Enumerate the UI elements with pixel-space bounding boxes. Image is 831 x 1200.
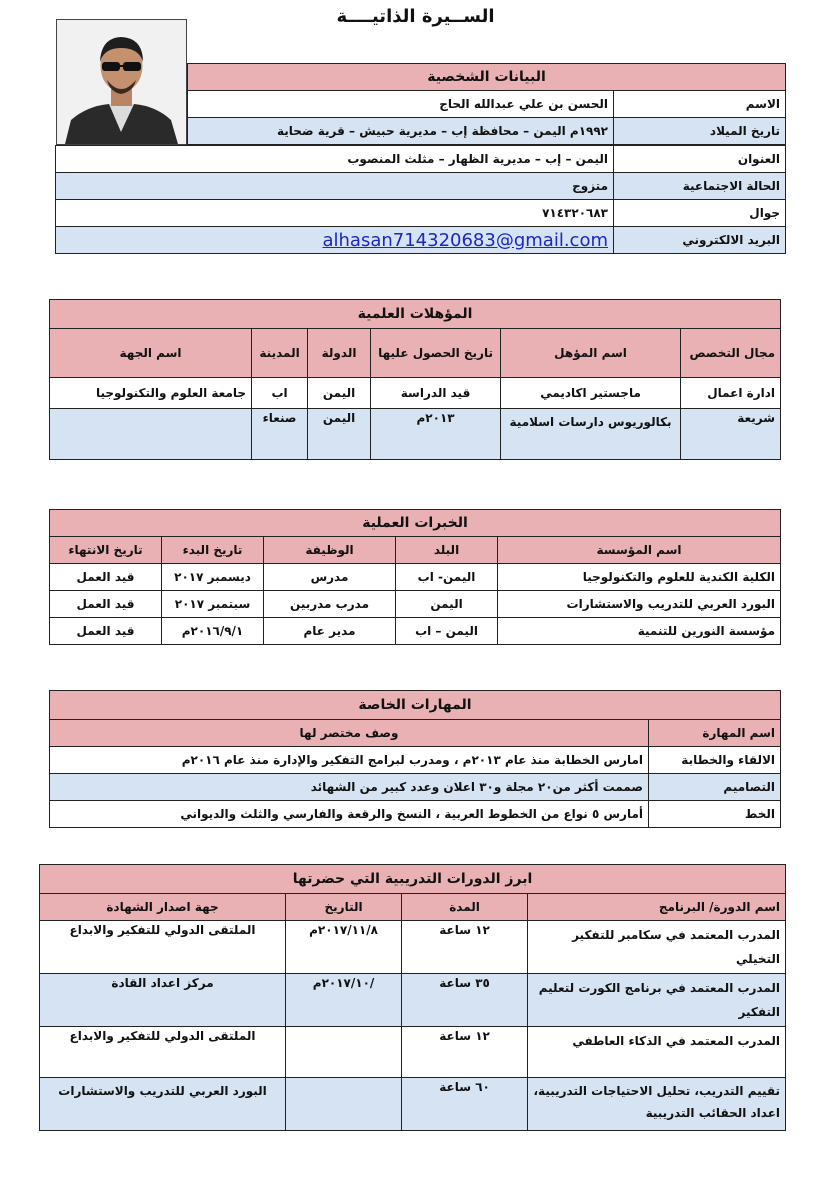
col-field: مجال التخصص (681, 329, 781, 378)
table-cell: ادارة اعمال (681, 378, 781, 409)
address-label: العنوان (614, 146, 786, 173)
table-cell: اب (252, 378, 308, 409)
table-cell: مدرب مدربين (264, 591, 396, 618)
col-date: التاريخ (286, 894, 402, 921)
table-cell: امارس الخطابة منذ عام ٢٠١٣م ، ومدرب لبرامج التفكير والإدارة منذ عام ٢٠١٦م (50, 747, 649, 774)
personal-info-table (187, 63, 786, 145)
table-cell: صنعاء (252, 409, 308, 460)
table-cell (286, 1078, 402, 1131)
table-cell: الملتقى الدولي للتفكير والابداع (40, 921, 286, 974)
table-cell: اليمن – اب (396, 618, 498, 645)
col-city: المدينة (252, 329, 308, 378)
skills-table (49, 690, 781, 828)
personal-info-table-lower (55, 145, 786, 254)
skills-header: المهارات الخاصة (50, 691, 781, 720)
profile-photo (56, 19, 187, 145)
table-cell: ١٢ ساعة (402, 1027, 528, 1078)
birth-label: تاريخ الميلاد (614, 118, 786, 145)
table-cell: قيد الدراسة (371, 378, 501, 409)
table-cell: ١٢ ساعة (402, 921, 528, 974)
table-cell: بكالوريوس دارسات اسلامية (501, 409, 681, 460)
table-cell: مؤسسة النورين للتنمية (498, 618, 781, 645)
table-cell: البورد العربي للتدريب والاستشارات (40, 1078, 286, 1131)
col-end-date: تاريخ الانتهاء (50, 537, 162, 564)
experience-header: الخبرات العملية (50, 510, 781, 537)
col-institution: اسم الجهة (50, 329, 252, 378)
experience-table (49, 509, 781, 645)
table-cell: المدرب المعتمد في الذكاء العاطفي (528, 1027, 786, 1078)
table-cell: المدرب المعتمد في برنامج الكورت لتعليم التفكير (528, 974, 786, 1027)
name-value: الحسن بن علي عبدالله الحاج (188, 91, 614, 118)
col-country: البلد (396, 537, 498, 564)
phone-value: ٧١٤٣٢٠٦٨٣ (56, 200, 614, 227)
table-cell: الخط (649, 801, 781, 828)
col-date-obtained: تاريخ الحصول عليها (371, 329, 501, 378)
table-cell: الالقاء والخطابة (649, 747, 781, 774)
table-cell: ٣٥ ساعة (402, 974, 528, 1027)
table-cell: قيد العمل (50, 564, 162, 591)
table-cell: /٢٠١٧/١٠م (286, 974, 402, 1027)
col-country: الدولة (308, 329, 371, 378)
col-skill-name: اسم المهارة (649, 720, 781, 747)
table-cell: مدير عام (264, 618, 396, 645)
table-cell: تقييم التدريب، تحليل الاحتياجات التدريبية، اعداد الحقائب التدريبية (528, 1078, 786, 1131)
table-cell: مدرس (264, 564, 396, 591)
col-skill-description: وصف مختصر لها (50, 720, 649, 747)
table-cell: مركز اعداد القادة (40, 974, 286, 1027)
phone-label: جوال (614, 200, 786, 227)
marital-value: متزوج (56, 173, 614, 200)
page-title: الســيرة الذاتيــــة (336, 6, 495, 27)
col-course-name: اسم الدورة/ البرنامج (528, 894, 786, 921)
table-cell (50, 409, 252, 460)
table-cell: المدرب المعتمد في سكامبر للتفكير التخيلي (528, 921, 786, 974)
table-cell: اليمن (396, 591, 498, 618)
table-cell: الكلية الكندية للعلوم والتكنولوجيا (498, 564, 781, 591)
table-cell: أمارس ٥ نواع من الخطوط العربية ، النسخ والرقعة والفارسي والثلث والديواني (50, 801, 649, 828)
table-cell: قيد العمل (50, 591, 162, 618)
col-duration: المدة (402, 894, 528, 921)
table-cell: ٢٠١٣م (371, 409, 501, 460)
table-cell: اليمن (308, 409, 371, 460)
table-cell: جامعة العلوم والتكنولوجيا (50, 378, 252, 409)
address-value: اليمن – إب – مديرية الظهار – مثلث المنصوب (56, 146, 614, 173)
email-label: البريد الالكتروني (614, 227, 786, 254)
table-cell: سبتمبر ٢٠١٧ (162, 591, 264, 618)
col-organization: اسم المؤسسة (498, 537, 781, 564)
email-link[interactable]: alhasan714320683@gmail.com (56, 227, 614, 254)
table-cell (286, 1027, 402, 1078)
table-cell: صممت أكثر من٢٠ مجلة و٣٠ اعلان وعدد كبير من الشهائد (50, 774, 649, 801)
courses-table (39, 864, 786, 1131)
table-cell: اليمن (308, 378, 371, 409)
table-cell: التصاميم (649, 774, 781, 801)
birth-value: ١٩٩٢م اليمن – محافظة إب – مديرية حبيش – قرية ضحاية (188, 118, 614, 145)
col-issuer: جهة اصدار الشهادة (40, 894, 286, 921)
table-cell: الملتقى الدولي للتفكير والابداع (40, 1027, 286, 1078)
table-cell: ديسمبر ٢٠١٧ (162, 564, 264, 591)
table-cell: اليمن- اب (396, 564, 498, 591)
personal-info-header: البيانات الشخصية (188, 64, 786, 91)
col-start-date: تاريخ البدء (162, 537, 264, 564)
col-qualification: اسم المؤهل (501, 329, 681, 378)
col-job: الوظيفة (264, 537, 396, 564)
table-cell: ٦٠ ساعة (402, 1078, 528, 1131)
table-cell: قيد العمل (50, 618, 162, 645)
marital-label: الحالة الاجتماعية (614, 173, 786, 200)
table-cell: البورد العربي للتدريب والاستشارات (498, 591, 781, 618)
table-cell: ٢٠١٦/٩/١م (162, 618, 264, 645)
table-cell: شريعة (681, 409, 781, 460)
education-table (49, 299, 781, 460)
table-cell: ٢٠١٧/١١/٨م (286, 921, 402, 974)
courses-header: ابرز الدورات التدريبية التي حضرتها (40, 865, 786, 894)
table-cell: ماجستير اكاديمي (501, 378, 681, 409)
name-label: الاسم (614, 91, 786, 118)
education-header: المؤهلات العلمية (50, 300, 781, 329)
